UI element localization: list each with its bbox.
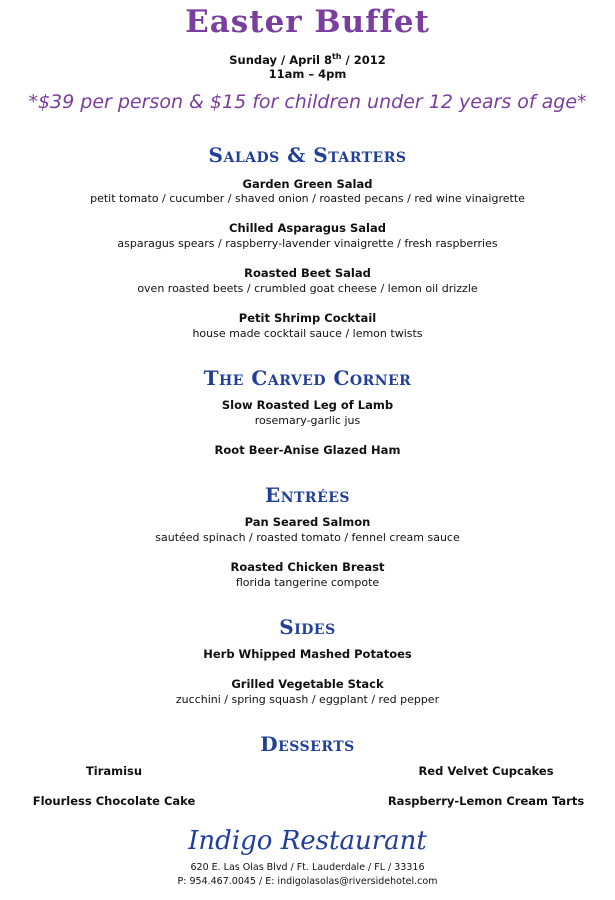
dish-name: Roasted Beet Salad bbox=[244, 266, 371, 280]
event-hours: 11am – 4pm bbox=[268, 67, 347, 81]
restaurant-contact: P: 954.467.0045 / E: indigolasolas@riversidehotel.com bbox=[177, 876, 438, 887]
dish-name: Petit Shrimp Cocktail bbox=[238, 311, 377, 325]
dessert-item: Flourless Chocolate Cake bbox=[32, 794, 196, 808]
date-text: Sunday / April 8 bbox=[229, 52, 332, 67]
dish-description: oven roasted beets / crumbled goat cheese / lemon oil drizzle bbox=[137, 282, 478, 295]
dish-description: petit tomato / cucumber / shaved onion / roasted pecans / red wine vinaigrette bbox=[90, 192, 525, 205]
dessert-item: Raspberry-Lemon Cream Tarts bbox=[387, 794, 585, 808]
price-line: *$39 per person & $15 for children under 12 years of age* bbox=[28, 91, 587, 113]
section-title-salads: Salads & Starters bbox=[208, 143, 407, 167]
dish-description: asparagus spears / raspberry-lavender vinaigrette / fresh raspberries bbox=[117, 237, 498, 250]
section-title-carved: The Carved Corner bbox=[203, 366, 412, 390]
dish-name: Slow Roasted Leg of Lamb bbox=[221, 398, 394, 412]
dish-description: florida tangerine compote bbox=[235, 576, 380, 589]
dish-name: Garden Green Salad bbox=[242, 177, 373, 191]
event-date bbox=[0, 52, 615, 67]
dish-name: Chilled Asparagus Salad bbox=[229, 221, 386, 235]
dish-name: Herb Whipped Mashed Potatoes bbox=[203, 647, 412, 661]
section-title-entrees: Entrées bbox=[264, 483, 351, 507]
date-ordinal: th bbox=[331, 52, 342, 61]
dish-description: zucchini / spring squash / eggplant / red pepper bbox=[175, 693, 440, 706]
dish-name: Grilled Vegetable Stack bbox=[231, 677, 384, 691]
restaurant-logo-text: Indigo Restaurant bbox=[188, 826, 427, 856]
dish-name: Root Beer-Anise Glazed Ham bbox=[214, 443, 401, 457]
menu-title: Easter Buffet bbox=[185, 4, 430, 40]
dish-description: house made cocktail sauce / lemon twists bbox=[192, 327, 423, 340]
date-year: / 2012 bbox=[341, 52, 386, 67]
dessert-item: Red Velvet Cupcakes bbox=[418, 764, 554, 778]
dessert-item: Tiramisu bbox=[85, 764, 143, 778]
section-title-desserts: Desserts bbox=[260, 732, 355, 756]
dish-description: rosemary-garlic jus bbox=[254, 414, 361, 427]
dish-description: sautéed spinach / roasted tomato / fennel cream sauce bbox=[155, 531, 460, 544]
dish-name: Roasted Chicken Breast bbox=[230, 560, 385, 574]
restaurant-address: 620 E. Las Olas Blvd / Ft. Lauderdale / FL / 33316 bbox=[190, 862, 425, 873]
section-title-sides: Sides bbox=[279, 615, 336, 639]
dish-name: Pan Seared Salmon bbox=[244, 515, 371, 529]
